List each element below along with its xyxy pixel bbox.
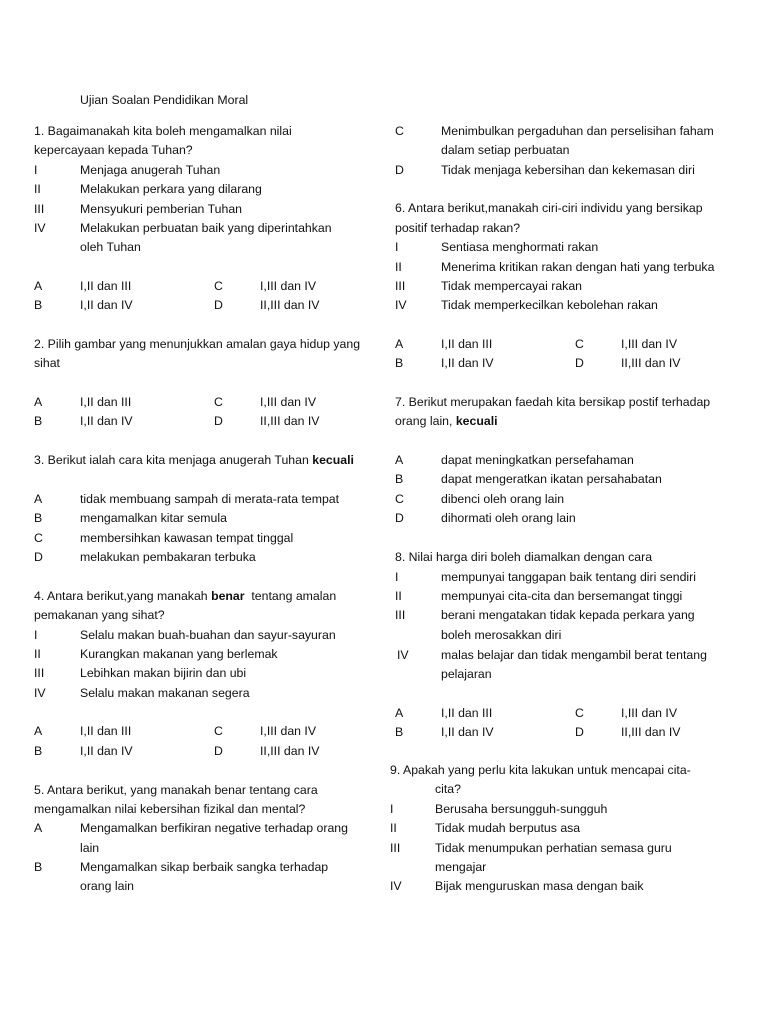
item-text: Sentiasa menghormati rakan xyxy=(441,240,599,254)
option-text: I,III dan IV xyxy=(260,395,317,409)
choice-letter: D xyxy=(34,550,43,564)
choice-text-continued: dalam setiap perbuatan xyxy=(441,143,570,157)
item-number: III xyxy=(34,666,45,680)
stem-emphasis: benar xyxy=(211,589,245,603)
item-text: mempunyai cita-cita dan bersemangat tinggi xyxy=(441,589,683,603)
question-stem: 5. Antara berikut, yang manakah benar tentang cara xyxy=(34,783,318,797)
question-stem: kepercayaan kepada Tuhan? xyxy=(34,143,193,157)
option-text: II,III dan IV xyxy=(260,298,320,312)
option-letter: B xyxy=(34,298,43,312)
option-letter: C xyxy=(575,337,584,351)
item-number: II xyxy=(390,821,397,835)
item-number: IV xyxy=(34,221,46,235)
item-number: IV xyxy=(395,298,407,312)
choice-text: dihormati oleh orang lain xyxy=(441,511,576,525)
option-text: II,III dan IV xyxy=(260,744,320,758)
choice-letter: A xyxy=(34,492,43,506)
question-stem: 8. Nilai harga diri boleh diamalkan dengan cara xyxy=(395,550,653,564)
item-text: Melakukan perkara yang dilarang xyxy=(80,182,262,196)
question-stem xyxy=(34,453,354,468)
option-letter: A xyxy=(34,395,43,409)
item-number: I xyxy=(34,628,38,642)
option-text: II,III dan IV xyxy=(260,414,320,428)
choice-letter: B xyxy=(395,472,404,486)
option-letter: B xyxy=(395,725,404,739)
item-text: berani mengatakan tidak kepada perkara yang xyxy=(441,608,695,622)
item-text: Mensyukuri pemberian Tuhan xyxy=(80,202,242,216)
question-stem: 2. Pilih gambar yang menunjukkan amalan gaya hidup yang xyxy=(34,337,361,351)
stem-emphasis: kecuali xyxy=(312,453,354,467)
item-text: Selalu makan buah-buahan dan sayur-sayuran xyxy=(80,628,336,642)
option-letter: C xyxy=(214,395,223,409)
question-stem: positif terhadap rakan? xyxy=(395,221,521,235)
option-text: I,II dan IV xyxy=(80,298,133,312)
option-text: I,III dan IV xyxy=(260,724,317,738)
item-number: I xyxy=(390,802,394,816)
item-text: Kurangkan makanan yang berlemak xyxy=(80,647,278,661)
option-letter: D xyxy=(575,725,584,739)
question-stem: sihat xyxy=(34,356,60,370)
item-number: IV xyxy=(34,686,46,700)
option-text: I,III dan IV xyxy=(621,706,678,720)
choice-letter: A xyxy=(34,821,43,835)
stem-text: 3. Berikut ialah cara kita menjaga anugerah Tuhan xyxy=(34,453,313,467)
question-stem: 9. Apakah yang perlu kita lakukan untuk mencapai cita- xyxy=(390,763,691,777)
item-text: Tidak menumpukan perhatian semasa guru xyxy=(435,841,672,855)
page-title: Ujian Soalan Pendidikan Moral xyxy=(80,93,249,107)
item-text: Selalu makan makanan segera xyxy=(80,686,250,700)
choice-text: dibenci oleh orang lain xyxy=(441,492,565,506)
item-text: mempunyai tanggapan baik tentang diri sendiri xyxy=(441,570,696,584)
choice-text: dapat meningkatkan persefahaman xyxy=(441,453,634,467)
item-text: Tidak memperkecilkan kebolehan rakan xyxy=(441,298,658,312)
item-text-continued: pelajaran xyxy=(441,667,492,681)
option-letter: A xyxy=(34,724,43,738)
question-stem: pemakanan yang sihat? xyxy=(34,608,165,622)
item-number: III xyxy=(395,279,406,293)
option-text: I,II dan IV xyxy=(441,725,494,739)
item-text: Melakukan perbuatan baik yang diperintahkan xyxy=(80,221,332,235)
item-text-continued: boleh merosakkan diri xyxy=(441,628,562,642)
option-letter: D xyxy=(214,298,223,312)
option-letter: B xyxy=(395,356,404,370)
choice-text: dapat mengeratkan ikatan persahabatan xyxy=(441,472,662,486)
choice-text: tidak membuang sampah di merata-rata tempat xyxy=(80,492,340,506)
item-number: I xyxy=(395,240,399,254)
choice-letter: C xyxy=(395,124,404,138)
option-letter: A xyxy=(34,279,43,293)
choice-letter: A xyxy=(395,453,404,467)
option-text: I,II dan IV xyxy=(441,356,494,370)
choice-letter: B xyxy=(34,511,43,525)
item-text: Berusaha bersungguh-sungguh xyxy=(435,802,608,816)
choice-text: Menimbulkan pergaduhan dan perselisihan faham xyxy=(441,124,714,138)
item-text: Bijak menguruskan masa dengan baik xyxy=(435,879,644,893)
choice-letter: D xyxy=(395,163,404,177)
option-text: II,III dan IV xyxy=(621,356,681,370)
item-text: malas belajar dan tidak mengambil berat tentang xyxy=(441,648,707,662)
choice-text-continued: orang lain xyxy=(80,879,135,893)
option-letter: B xyxy=(34,414,43,428)
option-text: I,II dan III xyxy=(80,395,132,409)
choice-text: Tidak menjaga kebersihan dan kekemasan diri xyxy=(441,163,695,177)
option-text: I,II dan IV xyxy=(80,744,133,758)
item-number: III xyxy=(34,202,45,216)
stem-emphasis: kecuali xyxy=(455,414,498,428)
option-text: I,III dan IV xyxy=(260,279,317,293)
item-number: II xyxy=(34,647,41,661)
option-text: II,III dan IV xyxy=(621,725,681,739)
option-text: I,II dan III xyxy=(80,724,132,738)
item-number: II xyxy=(395,260,402,274)
question-stem xyxy=(34,589,336,604)
item-number: III xyxy=(395,608,406,622)
option-letter: C xyxy=(214,279,223,293)
option-letter: B xyxy=(34,744,43,758)
option-letter: C xyxy=(575,706,584,720)
item-number: I xyxy=(34,163,38,177)
choice-text: Mengamalkan berfikiran negative terhadap orang xyxy=(80,821,348,835)
item-number: III xyxy=(390,841,401,855)
question-stem: mengamalkan nilai kebersihan fizikal dan mental? xyxy=(34,802,306,816)
item-number: II xyxy=(395,589,402,603)
option-text: I,II dan III xyxy=(441,706,493,720)
item-number: IV xyxy=(390,879,402,893)
item-text: Menjaga anugerah Tuhan xyxy=(80,163,221,177)
option-letter: D xyxy=(575,356,584,370)
question-stem: 7. Berikut merupakan faedah kita bersikap postif terhadap xyxy=(395,395,711,409)
item-text-continued: mengajar xyxy=(435,860,487,874)
option-text: I,II dan III xyxy=(80,279,132,293)
option-letter: D xyxy=(214,414,223,428)
choice-text: melakukan pembakaran terbuka xyxy=(80,550,256,564)
item-text: Lebihkan makan bijirin dan ubi xyxy=(80,666,247,680)
question-stem: cita? xyxy=(435,782,461,796)
choice-text-continued: lain xyxy=(80,841,100,855)
choice-text: mengamalkan kitar semula xyxy=(80,511,227,525)
stem-text: orang lain, xyxy=(395,414,456,428)
item-text-continued: oleh Tuhan xyxy=(80,240,141,254)
stem-text: 4. Antara berikut,yang manakah xyxy=(34,589,212,603)
item-number: I xyxy=(395,570,399,584)
option-text: I,II dan III xyxy=(441,337,493,351)
choice-letter: C xyxy=(395,492,404,506)
option-text: I,III dan IV xyxy=(621,337,678,351)
option-letter: A xyxy=(395,337,404,351)
item-text: Tidak mempercayai rakan xyxy=(441,279,583,293)
question-stem: 1. Bagaimanakah kita boleh mengamalkan nilai xyxy=(34,124,292,138)
choice-text: Mengamalkan sikap berbaik sangka terhadap xyxy=(80,860,329,874)
option-text: I,II dan IV xyxy=(80,414,133,428)
item-number: IV xyxy=(397,648,409,662)
question-stem: 6. Antara berikut,manakah ciri-ciri individu yang bersikap xyxy=(395,201,703,215)
stem-text: tentang amalan xyxy=(244,589,337,603)
option-letter: A xyxy=(395,706,404,720)
choice-letter: B xyxy=(34,860,43,874)
choice-letter: C xyxy=(34,531,43,545)
item-number: II xyxy=(34,182,41,196)
choice-letter: D xyxy=(395,511,404,525)
item-text: Menerima kritikan rakan dengan hati yang terbuka xyxy=(441,260,715,274)
option-letter: D xyxy=(214,744,223,758)
item-text: Tidak mudah berputus asa xyxy=(435,821,581,835)
option-letter: C xyxy=(214,724,223,738)
question-stem xyxy=(395,414,498,429)
choice-text: membersihkan kawasan tempat tinggal xyxy=(80,531,294,545)
